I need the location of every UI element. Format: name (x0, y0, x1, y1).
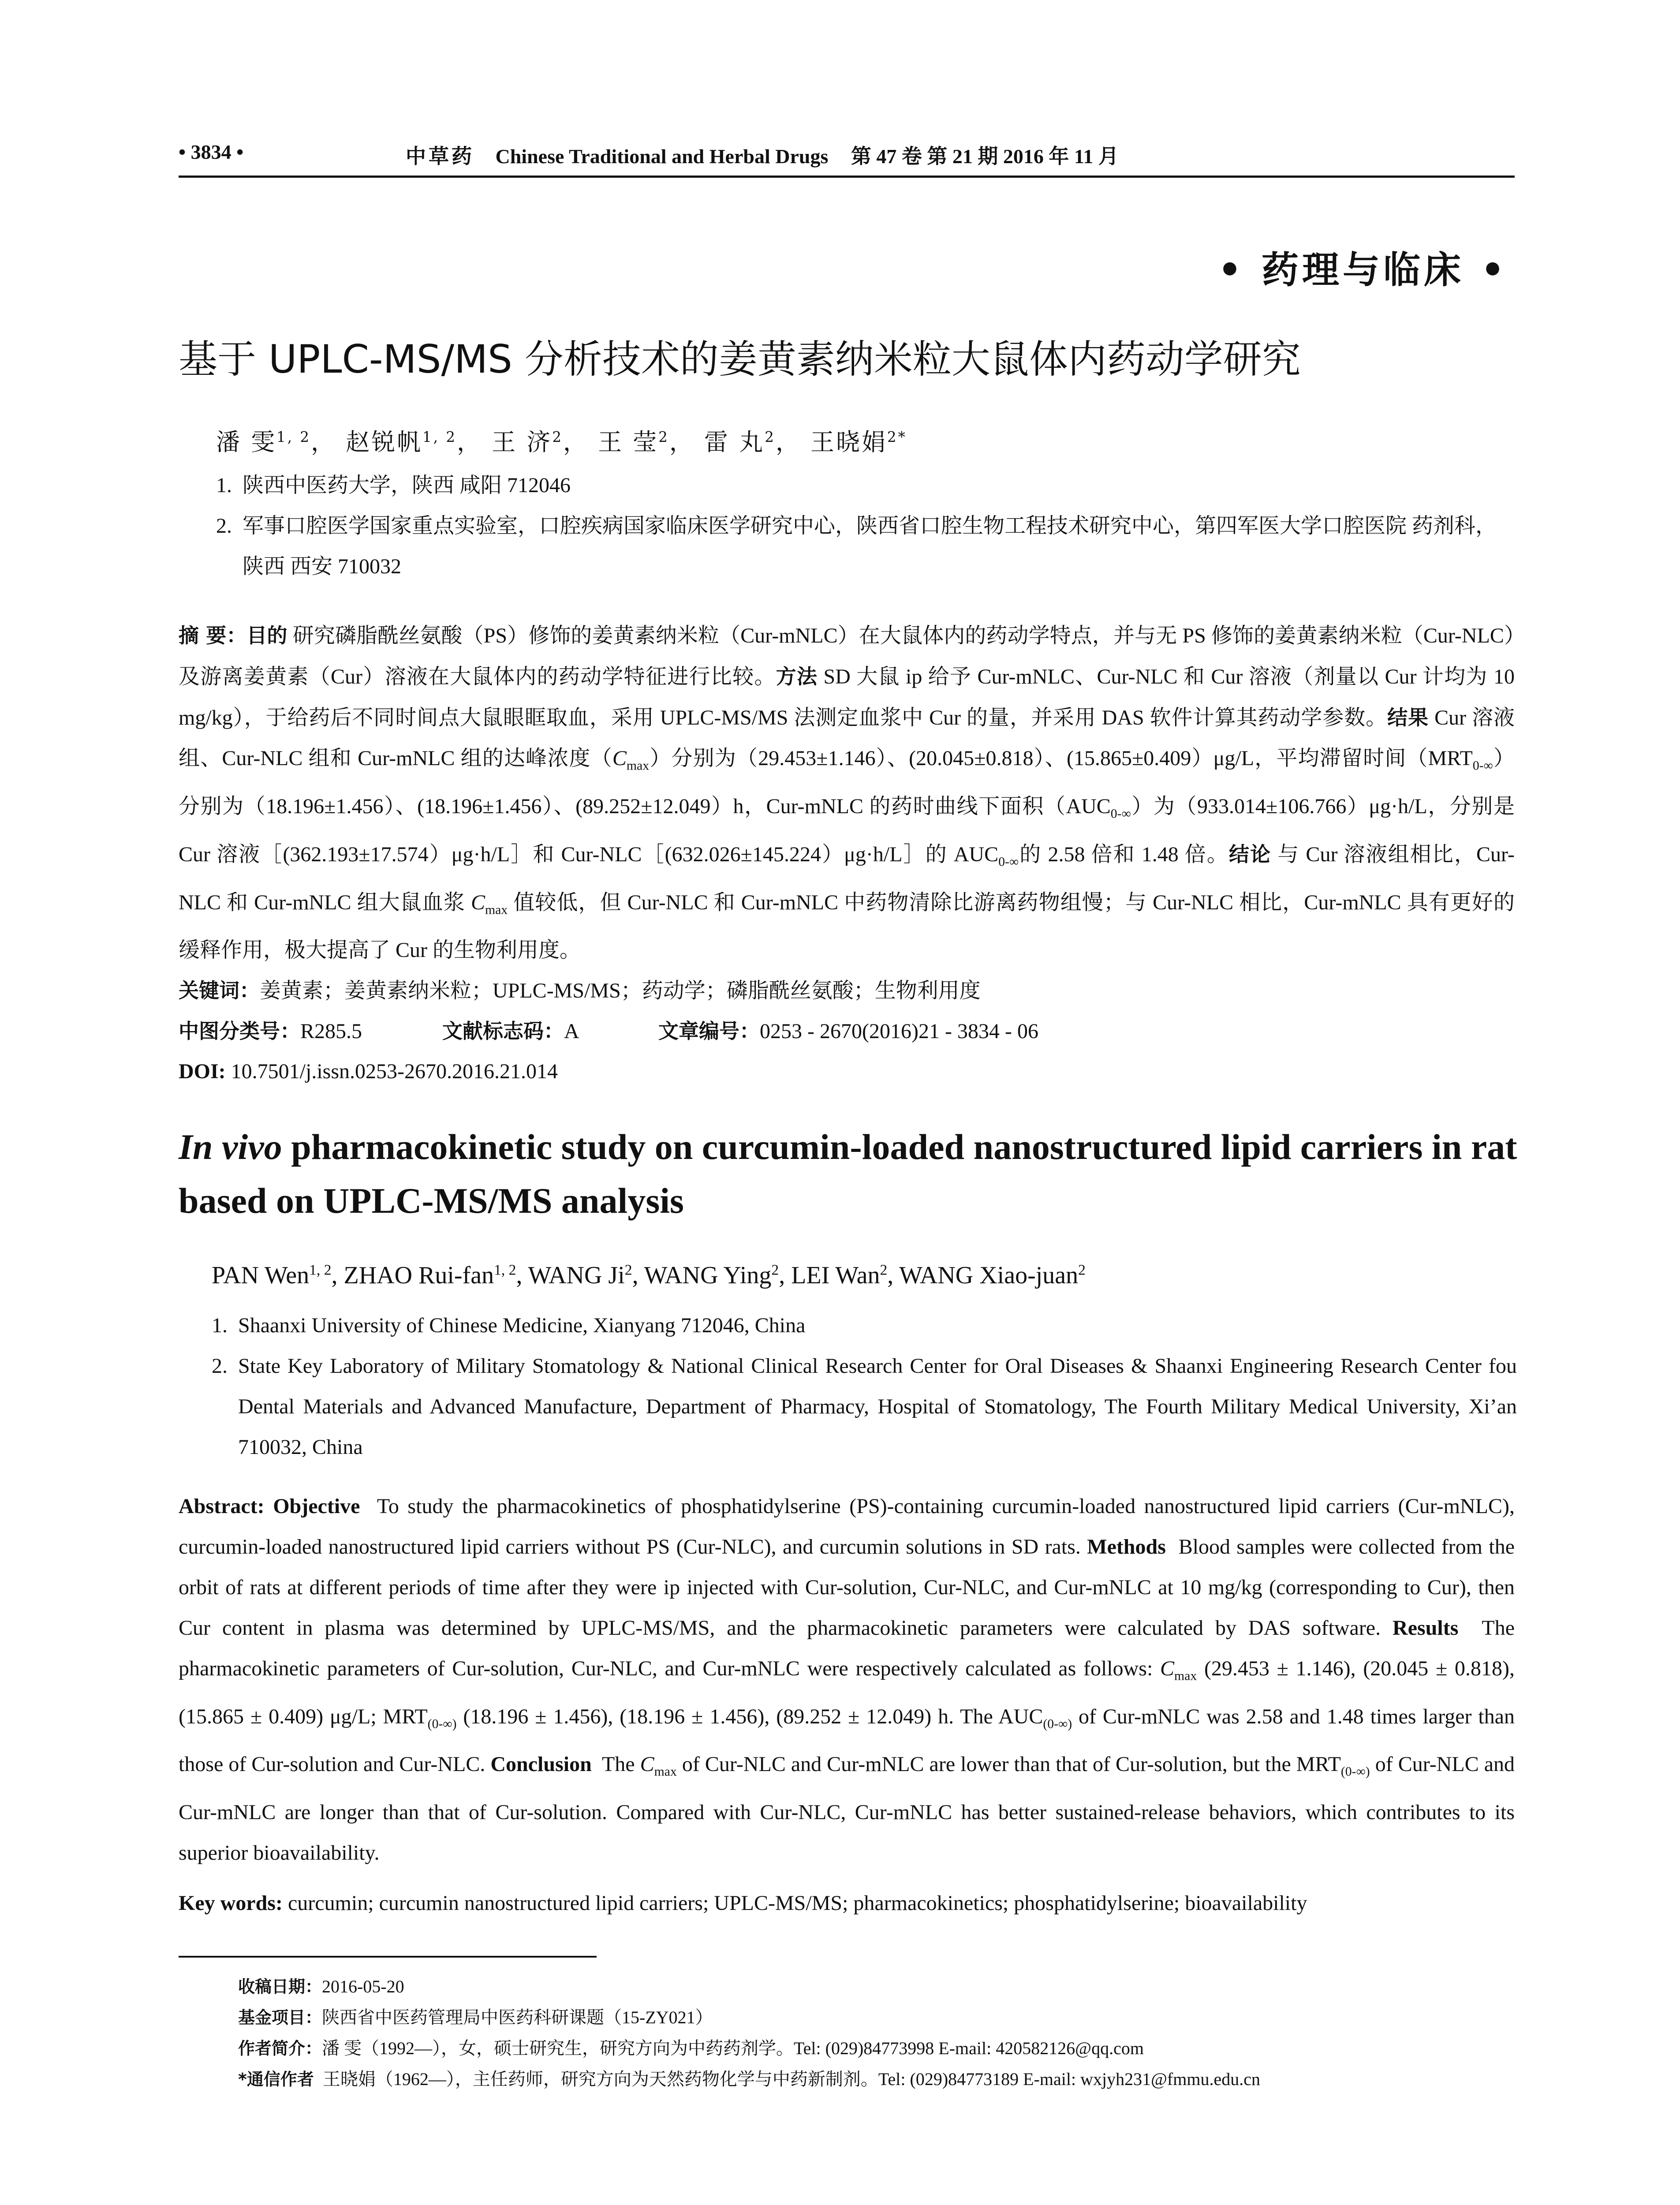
conclusion-label: 结论 (1229, 842, 1272, 867)
footnote-fund (238, 2002, 1517, 2033)
keywords-en (179, 1883, 1519, 1924)
author-affil-sup: 1, 2 (309, 1262, 332, 1278)
abstract-objective-label: Abstract: Objective (179, 1495, 360, 1518)
objective-text: To study the pharmacokinetics of phosphatidylserine (PS)-containing curcumin-loaded nanostructured lipid carriers (Cur-mNLC), curcumin-loaded nanostructured lipid carriers without PS (Cur-NLC), and curcumin solutions in SD rats. (179, 1495, 1515, 1558)
methods-label: 方法 (776, 665, 818, 688)
footnote-label: 收稿日期： (238, 1977, 322, 1996)
authors-en: PAN Wen$^{1, 2}$, ZHAO Rui-fan$^{1, 2}$, WANG Ji$^2$, WANG Ying$^2$, LEI Wan$^2$, WANG Xiao-juan$^2$ (212, 1262, 1086, 1289)
authors-cn: 潘 雯$^{1, 2}$， 赵锐帆$^{1, 2}$， 王 济$^2$， 王 莹$^2$， 雷 丸$^2$， 王晓娟$^{2*}$ (216, 428, 907, 456)
doc-code-value: A (564, 1020, 579, 1043)
author-name: LEI Wan (791, 1262, 880, 1289)
doc-code-label: 文献标志码： (442, 1019, 564, 1043)
title-cn: 基于 UPLC-MS/MS 分析技术的姜黄素纳米粒大鼠体内药动学研究 (179, 336, 1301, 382)
author-affil-sup: 2 (1078, 1262, 1086, 1278)
title-en (179, 1120, 1519, 1228)
author-affil-sup: 1, 2 (422, 429, 457, 445)
article-number-value: 0253 - 2670(2016)21 - 3834 - 06 (760, 1020, 1038, 1043)
article-number-label: 文章编号： (658, 1019, 760, 1043)
methods-text: SD 大鼠 ip 给予 Cur-mNLC、Cur-NLC 和 Cur 溶液（剂量以 Cur 计均为 10 mg/kg），于给药后不同时间点大鼠眼眶取血，采用 UPLC-MS/MS 法测定血浆中 Cur 的量，并采用 DAS 软件计算其药动学参数。 (179, 665, 1515, 729)
header-rule (179, 176, 1515, 178)
doi-label: DOI: (179, 1060, 226, 1083)
footnote-text: 2016-05-20 (322, 1977, 404, 1996)
conclusion-label: Conclusion (490, 1753, 592, 1776)
affiliation-text: 陕西中医药大学，陕西 咸阳 712046 (243, 474, 571, 497)
affiliation-en-2 (212, 1346, 1517, 1468)
author-affil-sup: 2* (887, 429, 907, 445)
abstract-label: 摘 要： (179, 624, 247, 647)
results-text: The pharmacokinetic parameters of Cur-solution, Cur-NLC, and Cur-mNLC were respectively calculated as follows: $C_{max}$ (29.453 ± 1.146), (20.045 ± 0.818), (15.865 ± 0.409) μg/L; $MRT_{(0-\infty)}$ (18.196 ± 1.456), (18.196 ± 1.456), (89.252 ± 12.049) h. The $AUC_{(0-\infty)}$ of Cur-mNLC was 2.58 and 1.48 times larger than those of Cur-solution and Cur-NLC. (179, 1616, 1515, 1776)
affiliation-en-1 (212, 1305, 1517, 1346)
affiliation-text: State Key Laboratory of Military Stomatology & National Clinical Research Center for Oral Diseases & Shaanxi Engineering Research Center fou Dental Materials and Advanced Manufacture, Department of Pharmacy, Hospital of Stomatology, The Fourth Military Medical University, Xi’an 710032, China (238, 1354, 1517, 1459)
keywords-label: Key words: (179, 1891, 283, 1915)
author-name: ZHAO Rui-fan (343, 1262, 494, 1289)
affiliation-cn-1 (216, 465, 1517, 506)
page-number: • 3834 • (179, 141, 244, 163)
author-name: 王 济 (492, 428, 553, 456)
title-en-text: pharmacokinetic study on curcumin-loaded nanostructured lipid carriers in rat based on UPLC-MS/MS analysis (179, 1127, 1517, 1221)
footnote-text: 潘 雯（1992—），女，硕士研究生，研究方向为中药药剂学。Tel: (029)84773998 E-mail: 420582126@qq.com (322, 2038, 1144, 2058)
affiliation-text: Shaanxi University of Chinese Medicine, Xianyang 712046, China (238, 1314, 806, 1337)
results-text: Cur 溶液组、Cur-NLC 组和 Cur-mNLC 组的达峰浓度$(C_{max})$分别为（29.453±1.146）、(20.045±0.818）、(15.865±0.409）μg/L，平均滞留时间$(MRT_{0-\infty})$分别为（18.196±1.456）、(18.196±1.456）、(89.252±12.049）h，Cur-mNLC 的药时曲线下面积$(AUC_{0-\infty})$为（933.014±106.766）μg·h/L，分别是 Cur 溶液［(362.193±17.574）μg·h/L］和 Cur-NLC［(632.026±145.224）μg·h/L］的 $AUC_{0-\infty}$的 2.58 倍和 1.48 倍。 (179, 706, 1515, 869)
abstract-en (179, 1486, 1515, 1873)
keywords-text: 姜黄素；姜黄素纳米粒；UPLC-MS/MS；药动学；磷脂酰丝氨酸；生物利用度 (260, 979, 981, 1002)
footnote-text: 陕西省中医药管理局中医药科研课题（15-ZY021） (322, 2007, 713, 2027)
abstract-cn (179, 615, 1515, 971)
author-affil-sup: 2 (771, 1262, 779, 1278)
affiliation-cn-2 (216, 506, 1517, 587)
footnote-received (238, 1971, 1517, 2002)
footnote-rule (179, 1956, 597, 1958)
keywords-text: curcumin; curcumin nanostructured lipid carriers; UPLC-MS/MS; pharmacokinetics; phosphatidylserine; bioavailability (287, 1891, 1307, 1915)
running-header (406, 140, 1119, 169)
results-label: 结果 (1387, 706, 1429, 729)
footnote-label: 基金项目： (238, 2008, 322, 2027)
author-name: 王 莹 (598, 428, 659, 456)
author-name: WANG Ji (528, 1262, 625, 1289)
doi-line (179, 1051, 1515, 1092)
author-name: 赵锐帆 (346, 428, 423, 456)
section-label: • 药理与临床 • (1218, 248, 1508, 292)
methods-label: Methods (1087, 1535, 1166, 1558)
author-affil-sup: 2 (658, 429, 669, 445)
author-name: WANG Ying (644, 1262, 772, 1289)
journal-name-en: Chinese Traditional and Herbal Drugs (495, 145, 829, 168)
author-name: 雷 丸 (704, 428, 765, 456)
author-affil-sup: 2 (624, 1262, 632, 1278)
keywords-label: 关键词： (179, 979, 260, 1002)
title-en-italic: In vivo (179, 1127, 282, 1167)
footnote-corresponding (238, 2064, 1517, 2095)
affiliation-number: 2. (216, 514, 232, 538)
author-name: 潘 雯 (216, 428, 277, 456)
author-affil-sup: 2 (765, 429, 776, 445)
author-name: WANG Xiao-juan (899, 1262, 1079, 1289)
footnote-author-bio (238, 2033, 1517, 2064)
doi-value[interactable]: 10.7501/j.issn.0253-2670.2016.21.014 (231, 1060, 558, 1083)
objective-label: 目的 (246, 624, 287, 647)
affiliation-text: 军事口腔医学国家重点实验室，口腔疾病国家临床医学研究中心，陕西省口腔生物工程技术研究中心，第四军医大学口腔医院 药剂科，陕西 西安 710032 (243, 514, 1497, 578)
clc-label: 中图分类号： (179, 1019, 300, 1043)
author-name: PAN Wen (212, 1262, 310, 1289)
footnote-label: *通信作者 (238, 2070, 314, 2089)
author-affil-sup: 2 (552, 429, 563, 445)
journal-issue: 第 47 卷 第 21 期 2016 年 11 月 (851, 145, 1119, 168)
author-affil-sup: 1, 2 (494, 1262, 516, 1278)
footnote-text: 王晓娟（1962—），主任药师，研究方向为天然药物化学与中药新制剂。Tel: (029)84773189 E-mail: wxjyh231@fmmu.edu.cn (322, 2069, 1260, 2089)
footnote-label: 作者简介： (238, 2039, 322, 2058)
results-label: Results (1393, 1616, 1459, 1640)
objective-text: 研究磷脂酰丝氨酸（PS）修饰的姜黄素纳米粒（Cur-mNLC）在大鼠体内的药动学特点，并与无 PS 修饰的姜黄素纳米粒（Cur-NLC）及游离姜黄素（Cur）溶液在大鼠体内的药动学特征进行比较。 (179, 624, 1515, 688)
keywords-cn (179, 970, 1515, 1011)
author-name: 王晓娟 (810, 428, 887, 456)
affiliation-number: 1. (212, 1314, 228, 1337)
classification-line (179, 1011, 1515, 1052)
journal-name-cn: 中草药 (406, 144, 474, 168)
author-affil-sup: 2 (880, 1262, 888, 1278)
author-affil-sup: 1, 2 (276, 429, 311, 445)
clc-value: R285.5 (300, 1020, 362, 1043)
conclusion-text: The $C_{max}$ of Cur-NLC and Cur-mNLC are lower than that of Cur-solution, but the $MRT_{(0-\infty)}$ of Cur-NLC and Cur-mNLC are longer than that of Cur-solution. Compared with Cur-NLC, Cur-mNLC has better sustained-release behaviors, which contributes to its superior bioavailability. (179, 1753, 1515, 1865)
affiliation-number: 1. (216, 474, 232, 497)
methods-text: Blood samples were collected from the orbit of rats at different periods of time after they were ip injected with Cur-solution, Cur-NLC, and Cur-mNLC at 10 mg/kg (corresponding to Cur), then Cur content in plasma was determined by UPLC-MS/MS, and the pharmacokinetic parameters were calculated by DAS software. (179, 1535, 1515, 1640)
conclusion-text: 与 Cur 溶液组相比，Cur-NLC 和 Cur-mNLC 组大鼠血浆 $C_{max}$ 值较低，但 Cur-NLC 和 Cur-mNLC 中药物清除比游离药物组慢；与 Cur-NLC 相比，Cur-mNLC 具有更好的缓释作用，极大提高了 Cur 的生物利用度。 (179, 843, 1515, 962)
affiliation-number: 2. (212, 1354, 228, 1378)
